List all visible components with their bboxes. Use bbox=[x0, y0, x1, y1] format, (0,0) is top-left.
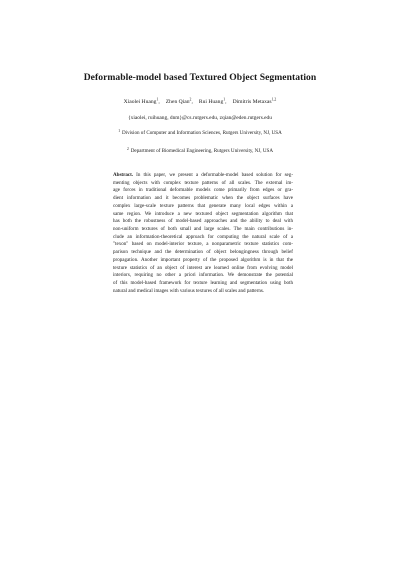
abstract-line bbox=[113, 272, 293, 280]
author-affiliation-marker: 1 bbox=[223, 97, 226, 102]
author-affiliation-marker: 1,2 bbox=[271, 97, 277, 102]
abstract-line-text: has both the robustness of model-based approaches and the ability to deal with bbox=[113, 218, 293, 225]
affiliation-2-marker: 2 bbox=[126, 146, 129, 151]
abstract-line-text: same region. We introduce a new textured object segmentation algorithm that bbox=[113, 210, 293, 217]
abstract-line-text: interiors, requiring no other a priori information. We demonstrate the potential bbox=[113, 272, 293, 279]
abstract-line bbox=[113, 288, 293, 296]
abstract-line bbox=[113, 172, 293, 180]
abstract-line bbox=[113, 195, 293, 203]
abstract-line-text: clude an information-theoretical approach for computing the natural scale of a bbox=[113, 233, 293, 240]
abstract-line-text: propagation. Another important property of the proposed algorithm is in that the bbox=[113, 256, 293, 263]
abstract-line bbox=[113, 226, 293, 234]
abstract-label: Abstract. bbox=[113, 172, 134, 178]
author bbox=[124, 99, 160, 105]
abstract-line bbox=[113, 187, 293, 195]
author-list bbox=[0, 99, 400, 105]
author-emails: {xiaolei, ruihuang, dnm}@cs.rutgers.edu, zqian@eden.rutgers.edu bbox=[128, 115, 272, 121]
author bbox=[199, 99, 227, 105]
abstract-line-text: parison technique and the determination of object belongingness through belief bbox=[113, 249, 293, 256]
affiliation-1-text: Division of Computer and Information Sciences, Rutgers University, NJ, USA bbox=[121, 130, 282, 136]
author-affiliation-marker: 2 bbox=[189, 97, 192, 102]
abstract-line bbox=[113, 203, 293, 211]
abstract-line-text: texture statistics of an object of interest are learned online from evolving model bbox=[113, 264, 293, 271]
abstract-line-text: dient information and it becomes problematic when the object surfaces have bbox=[113, 195, 293, 202]
abstract-line-text: of this model-based framework for texture learning and segmentation using both bbox=[113, 280, 293, 287]
abstract-line-text: non-uniform textures of both small and large scales. The main contributions in- bbox=[113, 226, 293, 233]
abstract-line bbox=[113, 218, 293, 226]
abstract-line-text: natural and medical images with various textures of all scales and patterns. bbox=[113, 287, 265, 294]
abstract-line-text: "texon" based on model-interior texture, a nonparametric texture statistics com- bbox=[113, 241, 293, 248]
author-name: Xiaolei Huang bbox=[123, 99, 157, 105]
author bbox=[233, 99, 277, 105]
paper-title: Deformable-model based Textured Object Segmentation bbox=[83, 72, 317, 83]
abstract-line-text: menting objects with complex texture patterns of all scales. The external im- bbox=[113, 179, 293, 186]
author-name: Rui Huang bbox=[198, 99, 224, 105]
abstract-line bbox=[113, 280, 293, 288]
affiliation-1 bbox=[0, 130, 400, 136]
affiliation-2-text: Department of Biomedical Engineering, Rutgers University, NJ, USA bbox=[130, 148, 274, 154]
abstract-line-text: age forces in traditional deformable models come primarily from edges or gra- bbox=[113, 187, 293, 194]
abstract bbox=[113, 172, 293, 296]
affiliation-1-marker: 1 bbox=[118, 128, 120, 133]
author-separator: , bbox=[191, 99, 193, 105]
author bbox=[166, 99, 193, 105]
abstract-line-text: complex large-scale texture patterns that generate many local edges within a bbox=[113, 202, 293, 209]
author-affiliation-marker: 1 bbox=[156, 97, 159, 102]
author-separator: , bbox=[225, 99, 227, 105]
abstract-line bbox=[113, 249, 293, 257]
author-name: Zhen Qian bbox=[165, 99, 190, 105]
abstract-line bbox=[113, 257, 293, 265]
abstract-line-text: In this paper, we present a deformable-model based solution for seg- bbox=[136, 172, 293, 178]
author-separator: , bbox=[158, 99, 160, 105]
author-name: Dimitris Metaxas bbox=[232, 99, 272, 105]
abstract-line bbox=[113, 234, 293, 242]
affiliation-2 bbox=[0, 148, 400, 154]
